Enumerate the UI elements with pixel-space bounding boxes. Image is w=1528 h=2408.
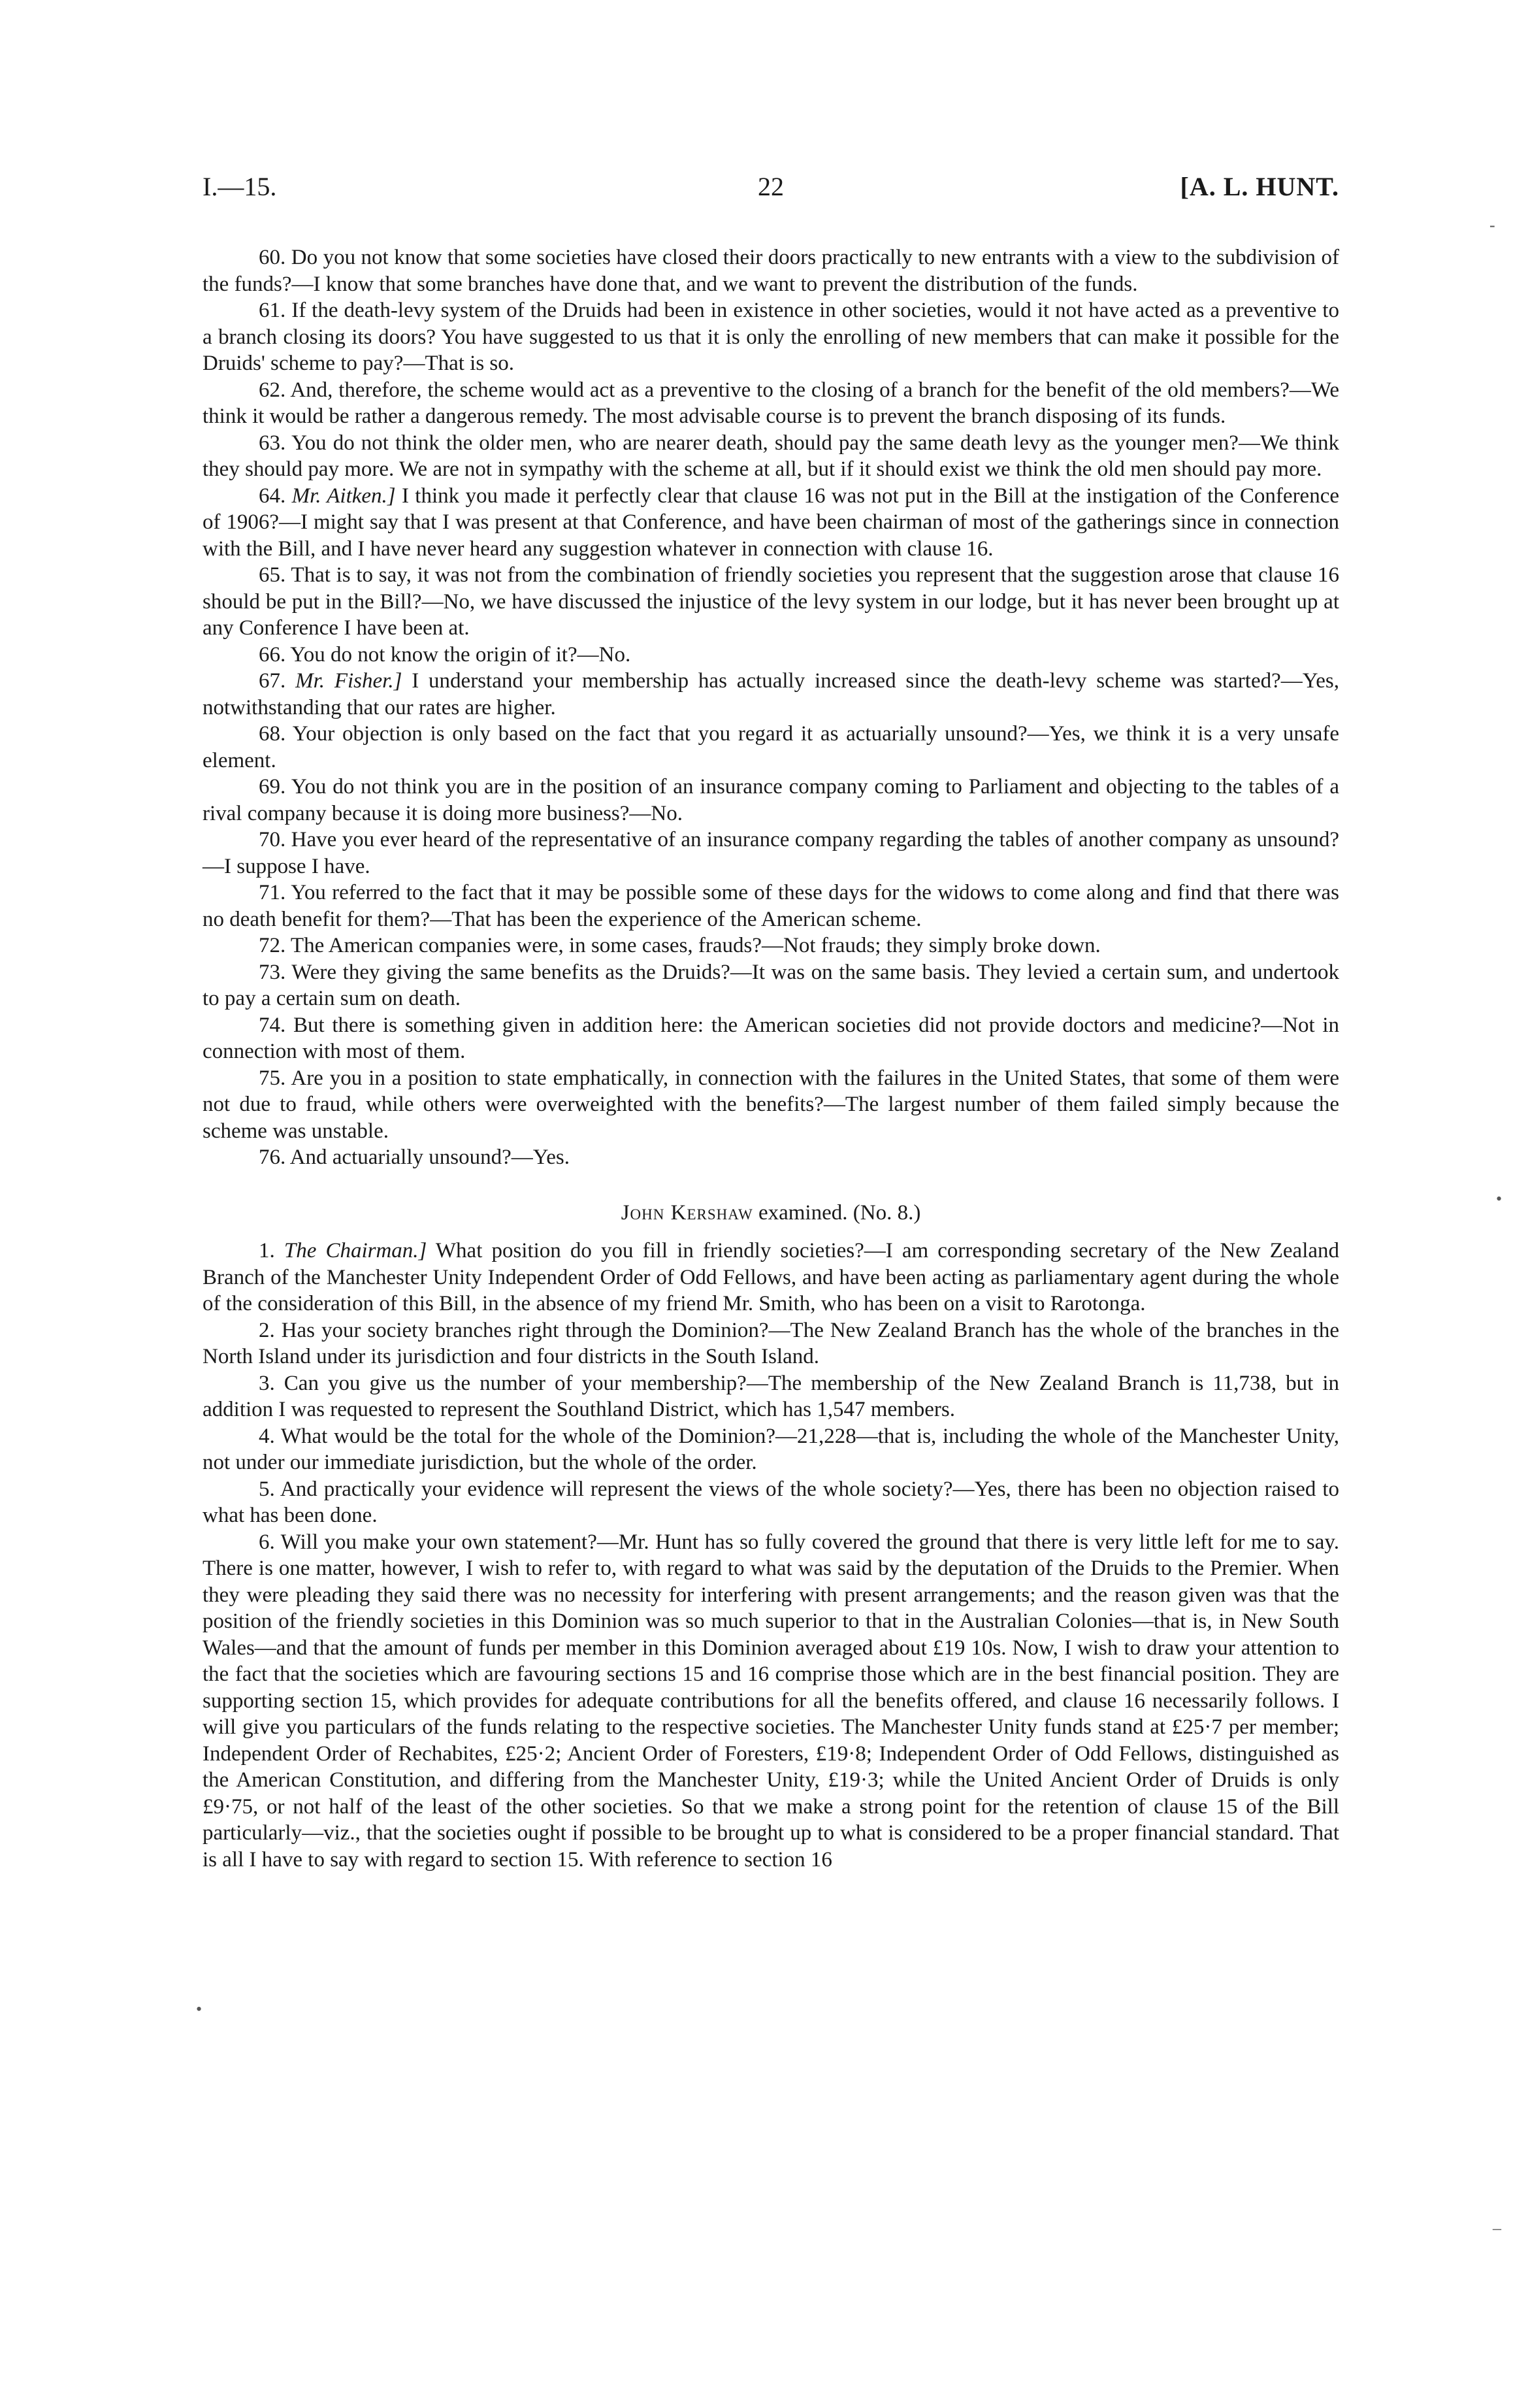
qa-paragraph bbox=[203, 959, 1339, 1012]
paragraph-text: And practically your evidence will represent the views of the whole society?—Yes, there has been no objection raised to what has been done. bbox=[203, 1477, 1339, 1527]
question-number: 61. bbox=[259, 299, 286, 322]
question-number: 65. bbox=[259, 563, 286, 587]
paragraph-text: The American companies were, in some cases, frauds?—Not frauds; they simply broke down. bbox=[290, 934, 1101, 957]
section-label: examined. bbox=[758, 1200, 848, 1225]
qa-paragraph bbox=[203, 1317, 1339, 1370]
paragraph-text: You do not know the origin of it?—No. bbox=[290, 642, 631, 667]
document-page bbox=[203, 171, 1339, 1873]
margin-mark: – bbox=[1493, 2218, 1501, 2237]
qa-paragraph bbox=[203, 1144, 1339, 1171]
qa-paragraph bbox=[203, 932, 1339, 959]
section-number: (No. 8.) bbox=[853, 1200, 921, 1225]
question-number: 63. bbox=[259, 431, 286, 455]
question-number: 6. bbox=[259, 1530, 275, 1554]
qa-paragraph bbox=[203, 1476, 1339, 1529]
margin-mark: • bbox=[1496, 1189, 1503, 1208]
qa-paragraph bbox=[203, 1370, 1339, 1423]
paragraph-text: Can you give us the number of your membership?—The membership of the New Zealand Branch is 11,738, but in addition I was requested to represent the Southland District, which has 1,547 members. bbox=[203, 1371, 1339, 1421]
paragraph-text: Do you not know that some societies have closed their doors practically to new entrants with a view to the subdivision of the funds?—I know that some branches have done that, and we want to prevent the distribution of the funds. bbox=[203, 246, 1340, 296]
question-number: 64. bbox=[259, 484, 286, 508]
paragraph-text: I understand your membership has actually increased since the death-levy scheme was started?—Yes, notwithstanding that our rates are higher. bbox=[203, 669, 1340, 719]
document-body bbox=[203, 244, 1339, 1873]
qa-paragraph bbox=[203, 1238, 1339, 1317]
question-number: 60. bbox=[259, 246, 286, 269]
question-number: 70. bbox=[259, 828, 286, 851]
speaker-name: Mr. Fisher.] bbox=[295, 669, 402, 693]
question-number: 4. bbox=[259, 1424, 275, 1448]
qa-paragraph bbox=[203, 483, 1339, 563]
paragraph-text: And actuarially unsound?—Yes. bbox=[289, 1146, 570, 1169]
question-number: 2. bbox=[259, 1318, 275, 1342]
qa-paragraph bbox=[203, 880, 1339, 932]
paragraph-text: I think you made it perfectly clear that clause 16 was not put in the Bill at the instigation of the Conference of 1906?—I might say that I was present at that Conference, and have been chairman of most of the gatherings since in connection with the Bill, and I have never heard any suggestion whatever in connection with clause 16. bbox=[203, 484, 1339, 561]
margin-mark: • bbox=[196, 2000, 203, 2019]
paragraph-text: You do not think you are in the position of an insurance company coming to Parliament and objecting to the tables of a rival company because it is doing more business?—No. bbox=[203, 775, 1339, 825]
question-number: 74. bbox=[259, 1013, 286, 1037]
paragraph-text: You do not think the older men, who are nearer death, should pay the same death levy as the younger men?—We think they should pay more. We are not in sympathy with the scheme at all, but if it should exist we think the old men should pay more. bbox=[203, 431, 1339, 481]
paragraph-text: What position do you fill in friendly societies?—I am corresponding secretary of the New Zealand Branch of the Manchester Unity Independent Order of Odd Fellows, and have been acting as parliamentary agent during the whole of the consideration of this Bill, in the absence of my friend Mr. Smith, who has been on a visit to Rarotonga. bbox=[203, 1239, 1340, 1315]
question-number: 69. bbox=[259, 775, 286, 799]
question-number: 68. bbox=[259, 722, 286, 746]
qa-paragraph bbox=[203, 1529, 1339, 1873]
paragraph-text: Will you make your own statement?—Mr. Hunt has so fully covered the ground that there is very little left for me to say. There is one matter, however, I wish to refer to, with regard to what was said by the deputation of the Druids to the Premier. When they were pleading they said there was no necessity for interfering with present arrangements; and the reason given was that the position of the friendly societies in this Dominion was so much superior to that in the Australian Colonies—that is, in New South Wales—and that the amount of funds per member in this Dominion averaged about £19 10s. Now, I wish to draw your attention to the fact that the societies which are favouring sections 15 and 16 comprise those which are in the best financial position. They are supporting section 15, which provides for adequate contributions for all the benefits offered, and clause 16 necessarily follows. I will give you particulars of the funds relating to the respective societies. The Manchester Unity funds stand at £25·7 per member; Independent Order of Rechabites, £25·2; Ancient Order of Foresters, £19·8; Independent Order of Odd Fellows, distinguished as the American Constitution, and differing from the Manchester Unity, £19·3; while the United Ancient Order of Druids is only £9·75, or not half of the least of the other societies. So that we make a strong point for the retention of clause 15 of the Bill particularly—viz., that the societies ought if possible to be brought up to what is considered to be a proper financial standard. That is all I have to say with regard to section 15. With reference to section 16 bbox=[203, 1530, 1339, 1872]
paragraph-text: Were they giving the same benefits as the Druids?—It was on the same basis. They levied a certain sum, and undertook to pay a certain sum on death. bbox=[203, 960, 1339, 1010]
witness-name: [A. L. HUNT. bbox=[1180, 172, 1339, 201]
section-witness-name: John Kershaw bbox=[621, 1200, 753, 1225]
paragraph-text: Have you ever heard of the representative of an insurance company regarding the tables of another company as unsound?—I suppose I have. bbox=[203, 828, 1339, 878]
evidence-block-kershaw bbox=[203, 1238, 1339, 1873]
question-number: 67. bbox=[259, 669, 286, 693]
qa-paragraph bbox=[203, 721, 1339, 774]
question-number: 5. bbox=[259, 1477, 275, 1501]
speaker-name: The Chairman.] bbox=[284, 1239, 427, 1262]
paragraph-text: Are you in a position to state emphatically, in connection with the failures in the United States, that some of them were not due to fraud, while others were overweighted with the benefits?—The largest number of them failed simply because the scheme was unstable. bbox=[203, 1066, 1340, 1143]
qa-paragraph bbox=[203, 668, 1339, 721]
qa-paragraph bbox=[203, 1065, 1339, 1145]
paragraph-text: But there is something given in addition here: the American societies did not provide doctors and medicine?—Not in connection with most of them. bbox=[203, 1013, 1339, 1063]
question-number: 62. bbox=[259, 378, 286, 402]
question-number: 76. bbox=[259, 1146, 286, 1169]
report-reference: I.—15. bbox=[203, 172, 277, 201]
section-heading bbox=[203, 1200, 1339, 1227]
page-header bbox=[203, 171, 1339, 210]
question-number: 71. bbox=[259, 881, 286, 904]
qa-paragraph bbox=[203, 297, 1339, 377]
paragraph-text: If the death-levy system of the Druids had been in existence in other societies, would it not have acted as a preventive to a branch closing its doors? You have suggested to us that it is only the enrolling of new members that can make it possible for the Druids' scheme to pay?—That is so. bbox=[203, 299, 1340, 375]
paragraph-text: And, therefore, the scheme would act as a preventive to the closing of a branch for the benefit of the old members?—We think it would be rather a dangerous remedy. The most advisable course is to prevent the branch disposing of its funds. bbox=[203, 378, 1340, 428]
qa-paragraph bbox=[203, 774, 1339, 827]
paragraph-text: You referred to the fact that it may be possible some of these days for the widows to come along and find that there was no death benefit for them?—That has been the experience of the American scheme. bbox=[203, 881, 1339, 931]
paragraph-text: Your objection is only based on the fact that you regard it as actuarially unsound?—Yes, we think it is a very unsafe element. bbox=[203, 722, 1339, 772]
question-number: 75. bbox=[259, 1066, 286, 1090]
qa-paragraph bbox=[203, 562, 1339, 642]
qa-paragraph bbox=[203, 1423, 1339, 1476]
question-number: 66. bbox=[259, 642, 286, 667]
qa-paragraph bbox=[203, 430, 1339, 483]
question-number: 72. bbox=[259, 934, 286, 957]
speaker-name: Mr. Aitken.] bbox=[291, 484, 396, 508]
qa-paragraph bbox=[203, 642, 1339, 668]
paragraph-text: Has your society branches right through the Dominion?—The New Zealand Branch has the whole of the branches in the North Island under its jurisdiction and four districts in the South Island. bbox=[203, 1318, 1340, 1368]
margin-mark: - bbox=[1489, 216, 1495, 235]
question-number: 73. bbox=[259, 960, 286, 984]
question-number: 3. bbox=[259, 1371, 275, 1395]
page-number: 22 bbox=[758, 172, 784, 201]
evidence-block-hunt bbox=[203, 244, 1339, 1171]
qa-paragraph bbox=[203, 1012, 1339, 1065]
paragraph-text: That is to say, it was not from the combination of friendly societies you represent that the suggestion arose that clause 16 should be put in the Bill?—No, we have discussed the injustice of the levy system in our lodge, but it has never been brought up at any Conference I have been at. bbox=[203, 563, 1340, 640]
qa-paragraph bbox=[203, 377, 1339, 430]
qa-paragraph bbox=[203, 244, 1339, 297]
paragraph-text: What would be the total for the whole of the Dominion?—21,228—that is, including the whole of the Manchester Unity, not under our immediate jurisdiction, but the whole of the order. bbox=[203, 1424, 1339, 1474]
question-number: 1. bbox=[259, 1239, 275, 1262]
qa-paragraph bbox=[203, 827, 1339, 880]
